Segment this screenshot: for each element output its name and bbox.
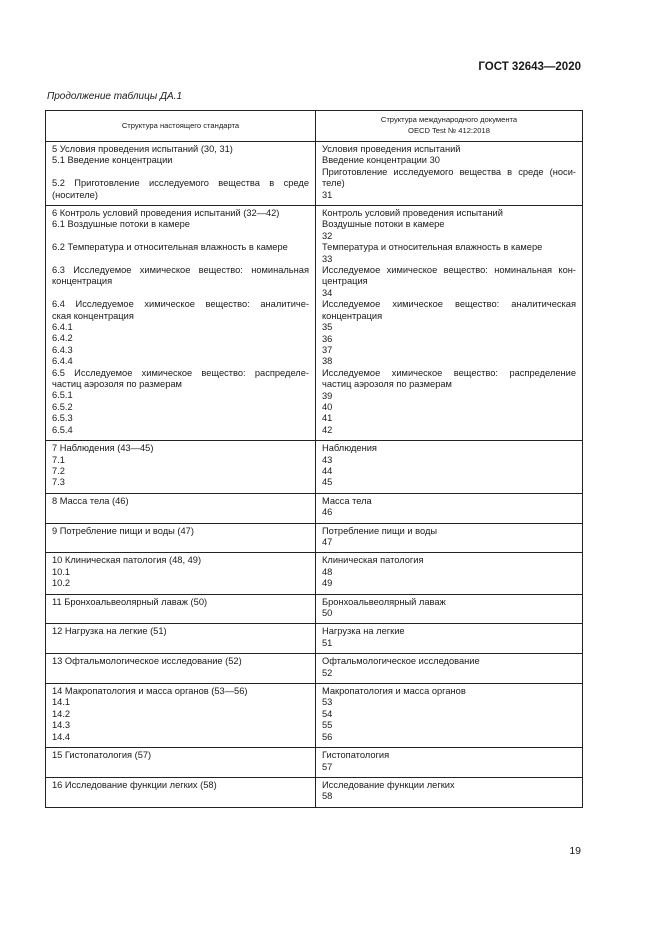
current-standard-cell — [46, 206, 316, 441]
cell-line: Исследуемое химическое вещество: распределение — [322, 367, 576, 378]
cell-line: 6.4.2 — [52, 333, 73, 344]
cell-line: 14.1 — [52, 697, 71, 708]
current-standard-cell — [46, 684, 316, 748]
cell-line: 14 Макропатология и масса органов (53—56) — [52, 686, 248, 697]
table-body — [46, 142, 583, 808]
cell-line: Клиническая патология — [322, 555, 424, 566]
cell-line: 14.3 — [52, 720, 71, 731]
table-row — [46, 493, 583, 523]
cell-line: ская концентрация — [52, 310, 134, 321]
cell-line: 44 — [322, 465, 333, 476]
table-row — [46, 441, 583, 494]
cell-line: 37 — [322, 344, 333, 355]
oecd-document-cell — [316, 748, 583, 778]
oecd-document-cell — [316, 684, 583, 748]
cell-line: центрация — [322, 276, 368, 287]
oecd-document-cell — [316, 654, 583, 684]
cell-line: 7 Наблюдения (43—45) — [52, 443, 154, 454]
cell-line: 47 — [322, 537, 333, 547]
cell-line: 6.4.4 — [52, 356, 73, 367]
cell-line: 56 — [322, 731, 333, 742]
cell-line: 6.4 Исследуемое химическое вещество: аналитиче- — [52, 299, 309, 310]
oecd-document-cell — [316, 206, 583, 441]
cell-line: 7.2 — [52, 465, 65, 476]
standard-code: ГОСТ 32643—2020 — [478, 61, 581, 73]
cell-line: 55 — [322, 720, 333, 731]
cell-line: Введение концентрации 30 — [322, 155, 440, 166]
cell-line: Исследуемое химическое вещество: номинальная кон- — [322, 265, 576, 276]
current-standard-cell — [46, 553, 316, 594]
cell-line: Потребление пищи и воды — [322, 525, 438, 536]
cell-line: 6.1 Воздушные потоки в камере — [52, 219, 190, 230]
cell-line: 57 — [322, 761, 333, 772]
cell-line: частиц аэрозоля по размерам — [52, 379, 182, 390]
cell-line: Воздушные потоки в камере — [322, 219, 445, 230]
cell-line: 6.5.4 — [52, 424, 73, 435]
cell-line: 31 — [322, 189, 333, 200]
oecd-document-cell — [316, 142, 583, 206]
header-right-line: OECD Test № 412:2018 — [408, 126, 490, 135]
cell-line: 15 Гистопатология (57) — [52, 750, 152, 761]
cell-line: 5 Условия проведения испытаний (30, 31) — [52, 144, 233, 154]
cell-line: Бронхоальвеолярный лаваж — [322, 596, 446, 607]
cell-line: 40 — [322, 401, 333, 412]
table-row — [46, 523, 583, 553]
cell-line — [52, 254, 309, 265]
cell-line: 38 — [322, 356, 333, 367]
cell-line: 54 — [322, 708, 333, 719]
cell-line: 6.5.1 — [52, 390, 73, 401]
table-row — [46, 777, 583, 807]
table-row — [46, 142, 583, 206]
table-caption: Продолжение таблицы ДА.1 — [47, 91, 183, 102]
table-row — [46, 553, 583, 594]
cell-line: 13 Офтальмологическое исследование (52) — [52, 656, 242, 667]
cell-line: 6.2 Температура и относительная влажность в камере — [52, 242, 288, 253]
cell-line: 9 Потребление пищи и воды (47) — [52, 525, 194, 536]
oecd-document-cell — [316, 624, 583, 654]
current-standard-cell — [46, 748, 316, 778]
cell-line — [52, 288, 309, 299]
current-standard-cell — [46, 142, 316, 206]
cell-line: 6.4.1 — [52, 322, 73, 333]
cell-line — [52, 167, 309, 178]
cell-line: Офтальмологическое исследование — [322, 656, 480, 667]
cell-line: теле) — [322, 178, 345, 189]
oecd-document-cell — [316, 523, 583, 553]
cell-line: частиц аэрозоля по размерам — [322, 379, 452, 390]
cell-line: 6.5 Исследуемое химическое вещество: распределе- — [52, 367, 309, 378]
table-row — [46, 684, 583, 748]
cell-line: Нагрузка на легкие — [322, 626, 405, 637]
current-standard-cell — [46, 594, 316, 624]
cell-line: 7.3 — [52, 477, 65, 488]
cell-line: 5.1 Введение концентрации — [52, 155, 173, 166]
current-standard-cell — [46, 493, 316, 523]
current-standard-cell — [46, 441, 316, 494]
cell-line: 35 — [322, 322, 333, 333]
cell-line: 10 Клиническая патология (48, 49) — [52, 555, 202, 566]
cell-line: 53 — [322, 697, 333, 708]
cell-line: Гистопатология — [322, 750, 390, 761]
current-standard-cell — [46, 523, 316, 553]
current-standard-cell — [46, 777, 316, 807]
cell-line: 41 — [322, 413, 333, 424]
cell-line: Наблюдения — [322, 443, 377, 454]
table-row — [46, 594, 583, 624]
table-header-row — [46, 111, 583, 142]
cell-line — [52, 231, 309, 242]
cell-line: Приготовление исследуемого вещества в среде (носи- — [322, 166, 576, 177]
cell-line: 8 Масса тела (46) — [52, 495, 129, 506]
current-standard-cell — [46, 654, 316, 684]
cell-line: 6 Контроль условий проведения испытаний (32—42) — [52, 208, 280, 219]
cell-line: 36 — [322, 333, 333, 344]
cell-line: 39 — [322, 390, 333, 401]
oecd-document-cell — [316, 594, 583, 624]
cell-line: 5.2 Приготовление исследуемого вещества в среде — [52, 178, 309, 189]
cell-line: 34 — [322, 287, 333, 298]
cell-line: Макропатология и масса органов — [322, 686, 466, 697]
header-right-line: Структура международного документа — [380, 114, 518, 124]
cell-line: 7.1 — [52, 454, 65, 465]
cell-line: Исследование функции легких — [322, 779, 455, 790]
header-international-document — [316, 111, 583, 142]
cell-line: концентрация — [52, 276, 113, 287]
cell-line: 43 — [322, 454, 333, 465]
cell-line: Контроль условий проведения испытаний — [322, 208, 503, 219]
table-row — [46, 748, 583, 778]
cell-line: 6.5.3 — [52, 413, 73, 424]
cell-line: 6.4.3 — [52, 344, 73, 355]
cell-line: концентрация — [322, 310, 383, 321]
cell-line: 51 — [322, 637, 333, 648]
cell-line: (носителе) — [52, 189, 98, 200]
oecd-document-cell — [316, 777, 583, 807]
table-row — [46, 206, 583, 441]
cell-line: Масса тела — [322, 495, 372, 506]
cell-line: 10.1 — [52, 566, 71, 577]
cell-line: 10.2 — [52, 578, 71, 589]
cell-line: 14.2 — [52, 708, 71, 719]
cell-line: 14.4 — [52, 731, 71, 742]
cell-line: Температура и относительная влажность в камере — [322, 242, 543, 253]
cell-line: 11 Бронхоальвеолярный лаваж (50) — [52, 596, 208, 607]
header-current-standard: Структура настоящего стандарта — [46, 111, 316, 142]
cell-line: 6.3 Исследуемое химическое вещество: номинальная — [52, 265, 309, 276]
cell-line: 46 — [322, 507, 333, 518]
cell-line: 6.5.2 — [52, 401, 73, 412]
cell-line: 12 Нагрузка на легкие (51) — [52, 626, 167, 637]
cell-line: 32 — [322, 230, 333, 241]
cell-line: 16 Исследование функции легких (58) — [52, 779, 217, 790]
oecd-document-cell — [316, 553, 583, 594]
cell-line: 45 — [322, 477, 333, 488]
page-number: 19 — [569, 845, 581, 857]
cell-line: 49 — [322, 578, 333, 589]
current-standard-cell — [46, 624, 316, 654]
cell-line: 58 — [322, 791, 333, 802]
oecd-document-cell — [316, 441, 583, 494]
cell-line: 33 — [322, 253, 333, 264]
table-row — [46, 654, 583, 684]
correspondence-table — [45, 110, 583, 808]
cell-line: 42 — [322, 424, 333, 435]
cell-line: 52 — [322, 667, 333, 678]
oecd-document-cell — [316, 493, 583, 523]
cell-line: Исследуемое химическое вещество: аналитическая — [322, 299, 576, 310]
cell-line: 48 — [322, 566, 333, 577]
cell-line: 50 — [322, 608, 333, 619]
cell-line: Условия проведения испытаний — [322, 144, 461, 154]
table-row — [46, 624, 583, 654]
